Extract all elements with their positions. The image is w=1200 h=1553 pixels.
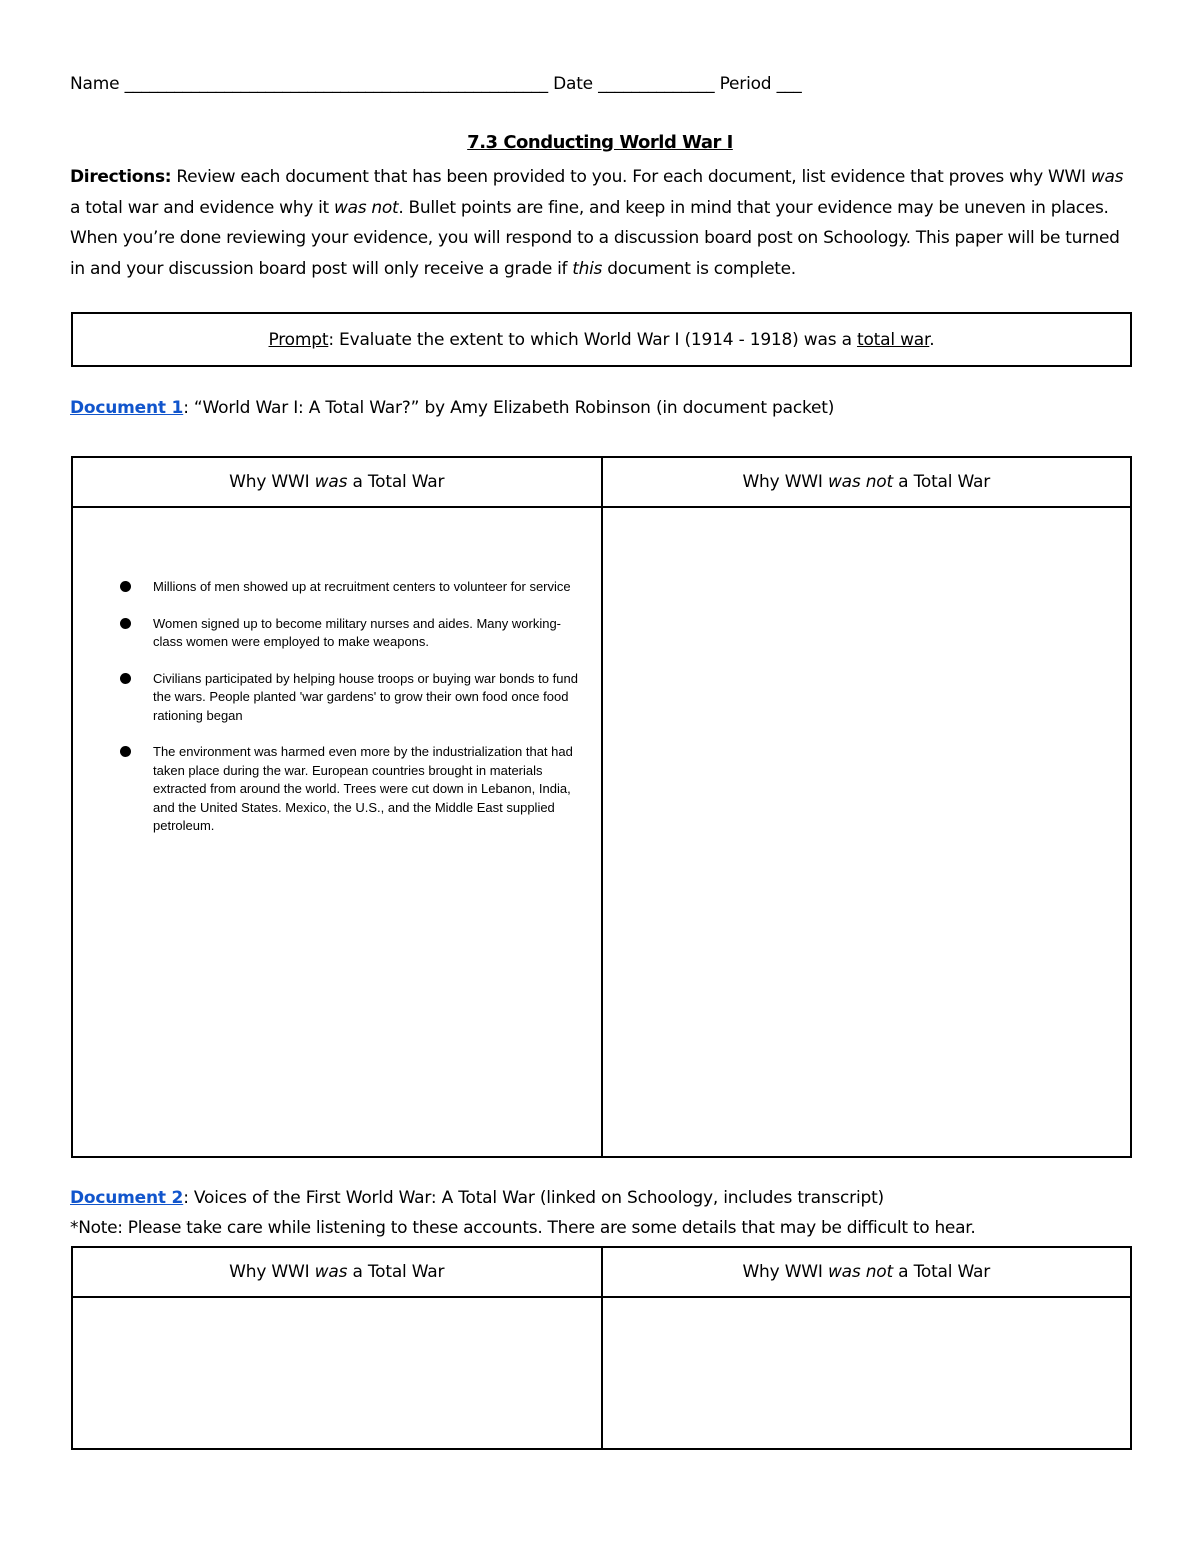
doc1-was-not-cell[interactable] [602,507,1132,1157]
list-item: Women signed up to become military nurses and aides. Many working-class women were employed to make weapons. [73,615,601,652]
document-2-description: : Voices of the First World War: A Total War (linked on Schoology, includes transcript) [183,1188,884,1208]
doc2-was-header: Why WWI was a Total War [72,1247,602,1297]
document-2-link[interactable]: Document 2 [70,1188,184,1208]
list-item: Civilians participated by helping house troops or buying war bonds to fund the wars. People planted 'war gardens' to grow their own food once food rationing began [73,670,601,726]
doc1-was-not-header: Why WWI was not a Total War [602,457,1132,507]
prompt-term: total war [857,329,930,350]
name-field[interactable]: ___________________________________________________ [124,74,548,94]
document-2-heading [70,1188,884,1208]
doc2-was-cell[interactable] [72,1297,602,1449]
prompt-end: . [929,329,935,350]
list-item: Millions of men showed up at recruitment centers to volunteer for service [73,578,601,597]
date-label: Date [553,74,593,94]
document-1-description: : “World War I: A Total War?” by Amy Elizabeth Robinson (in document packet) [183,398,835,418]
date-field[interactable]: ______________ [598,74,715,94]
prompt-box [71,312,1132,367]
doc2-was-not-cell[interactable] [602,1297,1132,1449]
prompt-text: : Evaluate the extent to which World War I (1914 - 1918) was a [328,329,858,350]
doc1-was-header: Why WWI was a Total War [72,457,602,507]
bullet-icon [120,673,131,684]
directions-text-3: . Bullet points are fine, and keep in mind that your evidence may be uneven in places. When you’re done reviewing your evidence, you will respond to a discussion board post on Schoology. This paper will be turned in and your discussion board post will only receive a grade if [70,197,1120,279]
document-2-evidence-table [71,1246,1132,1450]
directions-was: was [1090,167,1124,187]
period-field[interactable]: ___ [776,74,802,94]
doc1-was-bullet-list [73,578,601,836]
directions-label: Directions: [70,167,172,187]
student-info-line [70,74,1130,94]
directions-this: this [572,258,603,279]
doc2-was-not-header: Why WWI was not a Total War [602,1247,1132,1297]
directions-text-2: a total war and evidence why it [70,197,335,218]
document-1-link[interactable]: Document 1 [70,398,184,418]
name-label: Name [70,74,120,94]
list-item: The environment was harmed even more by the industrialization that had taken place during the war. European countries brought in materials extracted from around the world. Trees were cut down in Lebanon, India, and the United States. Mexico, the U.S., and the Middle East supplied petroleum. [73,743,601,836]
document-2-note: *Note: Please take care while listening to these accounts. There are some details that may be difficult to hear. [70,1218,976,1238]
period-label: Period [719,74,772,94]
doc1-was-cell[interactable] [72,507,602,1157]
directions-paragraph [70,162,1135,284]
bullet-icon [120,581,131,592]
document-1-heading [70,398,834,418]
prompt-label: Prompt [268,329,329,350]
directions-text-4: document is complete. [602,258,796,279]
directions-text-1: Review each document that has been provided to you. For each document, list evidence that proves why WWI [171,167,1091,187]
bullet-icon [120,618,131,629]
document-1-evidence-table [71,456,1132,1158]
page-title: 7.3 Conducting World War I [467,132,733,153]
directions-was-not: was not [334,197,399,218]
bullet-icon [120,746,131,757]
